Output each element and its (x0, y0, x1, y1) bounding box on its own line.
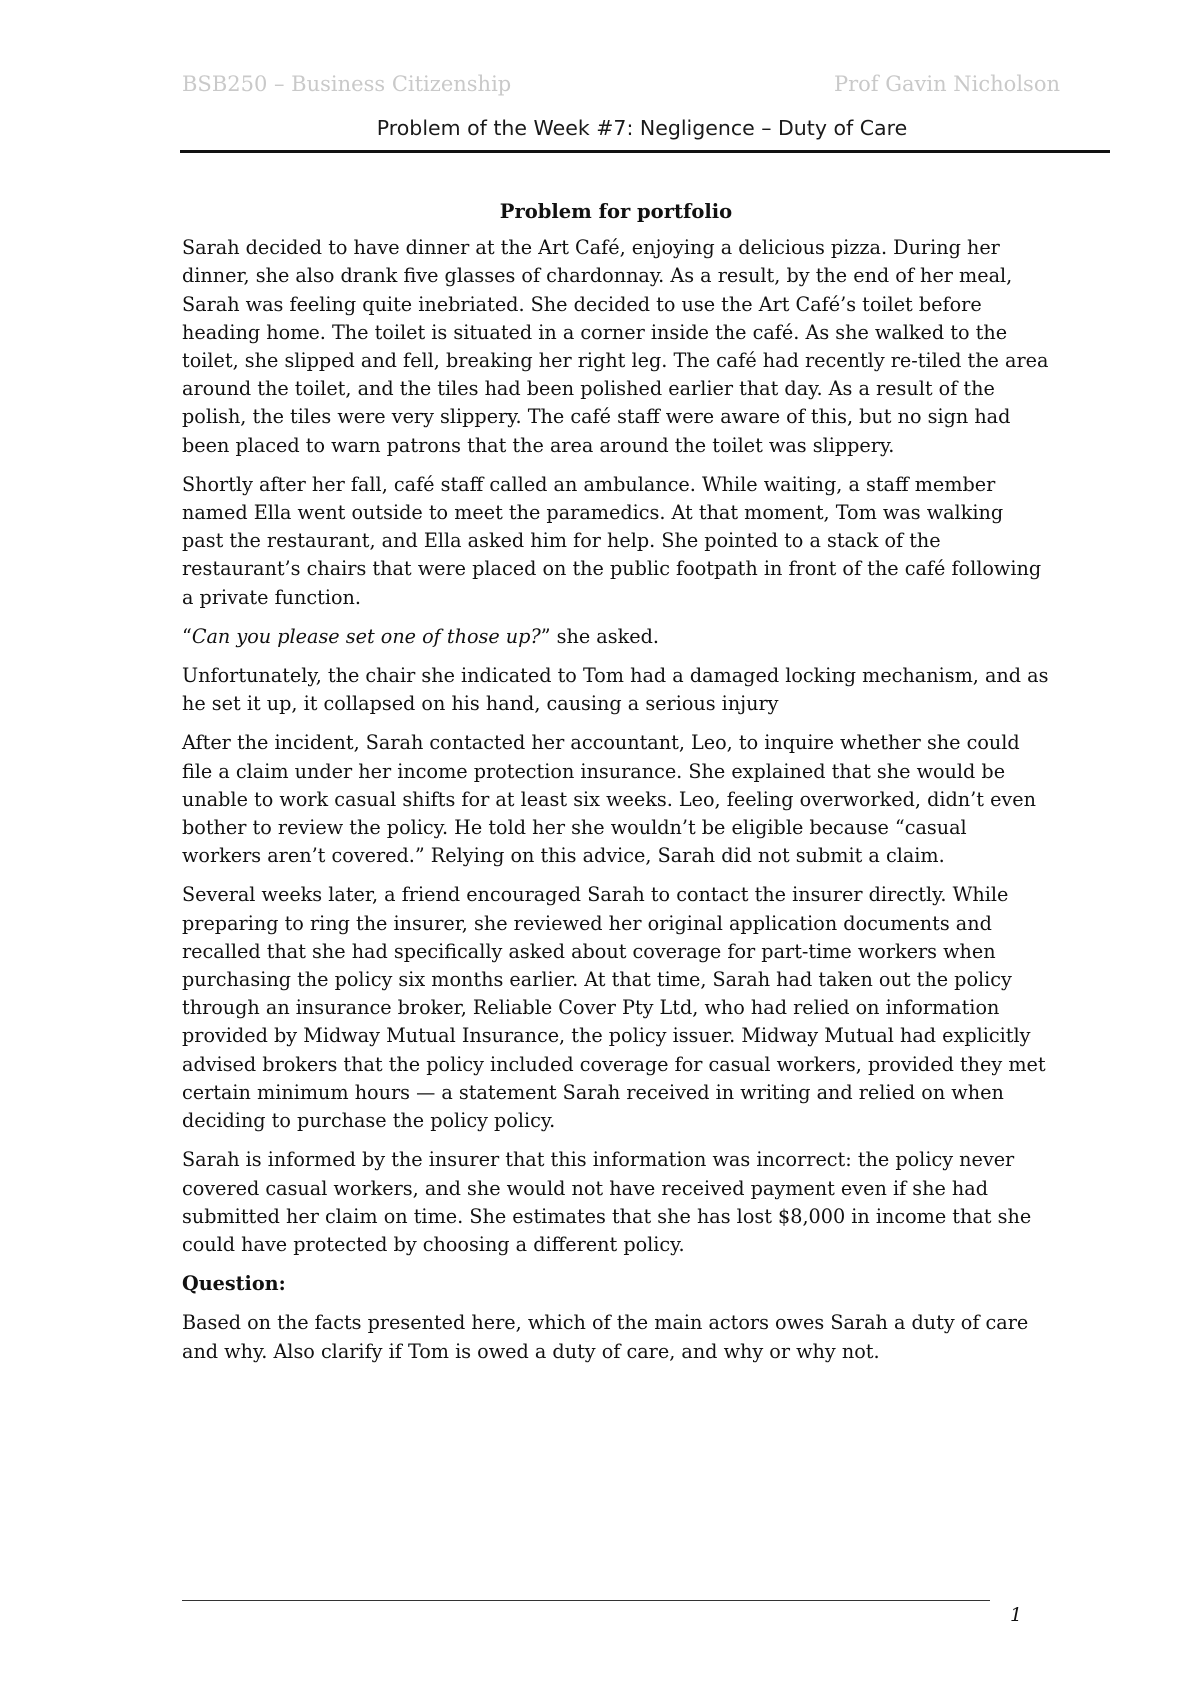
document-subtitle: Problem of the Week #7: Negligence – Duty of Care (376, 116, 908, 140)
header-divider (180, 150, 1110, 153)
page-number: 1 (1010, 1604, 1023, 1626)
paragraph-tom-help: Shortly after her fall, café staff called an ambulance. While waiting, a staff member named Ella went outside to meet the paramedics. At that moment, Tom was walking past the restaurant, and Ella asked him for help. She pointed to a stack of the restaurant’s chairs that were placed on the public footpath in front of the café following a private function. (182, 472, 1042, 609)
document-body (182, 198, 1050, 1377)
quote-text: Can you please set one of those up? (191, 624, 541, 648)
course-title: BSB250 – Business Citizenship (182, 72, 512, 96)
paragraph-cafe-incident: Sarah decided to have dinner at the Art Café, enjoying a delicious pizza. During her dinner, she also drank five glasses of chardonnay. As a result, by the end of her meal, Sarah was feeling quite inebriated. She decided to use the Art Café’s toilet before heading home. The toilet is situated in a corner inside the café. As she walked to the toilet, she slipped and fell, breaking her right leg. The café had recently re-tiled the area around the toilet, and the tiles had been polished earlier that day. As a result of the polish, the tiles were very slippery. The café staff were aware of this, but no sign had been placed to warn patrons that the area around the toilet was slippery. (182, 236, 1049, 457)
paragraph-accountant: After the incident, Sarah contacted her accountant, Leo, to inquire whether she could file a claim under her income protection insurance. She explained that she would be unable to work casual shifts for at least six weeks. Leo, feeling overworked, didn’t even bother to review the policy. He told her she wouldn’t be eligible because “casual workers aren’t covered.” Relying on this advice, Sarah did not submit a claim. (182, 731, 1036, 868)
paragraph-insurer: Several weeks later, a friend encouraged Sarah to contact the insurer directly. While preparing to ring the insurer, she reviewed her original application documents and recalled that she had specifically asked about coverage for part-time workers when purchasing the policy six months earlier. At that time, Sarah had taken out the policy through an insurance broker, Reliable Cover Pty Ltd, who had relied on information provided by Midway Mutual Insurance, the policy issuer. Midway Mutual had explicitly advised brokers that the policy included coverage for casual workers, provided they met certain minimum hours — a statement Sarah received in writing and relied on when deciding to purchase the policy policy. (182, 883, 1046, 1133)
page-header (182, 72, 1060, 106)
question-heading: Question: (182, 1272, 286, 1296)
instructor-name: Prof Gavin Nicholson (833, 72, 1060, 96)
section-heading: Problem for portfolio (499, 200, 733, 223)
paragraph-chair-injury: Unfortunately, the chair she indicated to Tom had a damaged locking mechanism, and as he set it up, it collapsed on his hand, causing a serious injury (182, 664, 1049, 716)
quote-open-mark: “ (182, 624, 192, 648)
question-text: Based on the facts presented here, which of the main actors owes Sarah a duty of care and why. Also clarify if Tom is owed a duty of care, and why or why not. (182, 1311, 1029, 1363)
quote-close: ” she asked. (540, 624, 659, 648)
quote-paragraph (182, 623, 1050, 651)
footer-divider (182, 1600, 990, 1601)
paragraph-loss: Sarah is informed by the insurer that this information was incorrect: the policy never covered casual workers, and she would not have received payment even if she had submitted her claim on time. She estimates that she has lost $8,000 in income that she could have protected by choosing a different policy. (182, 1148, 1032, 1256)
